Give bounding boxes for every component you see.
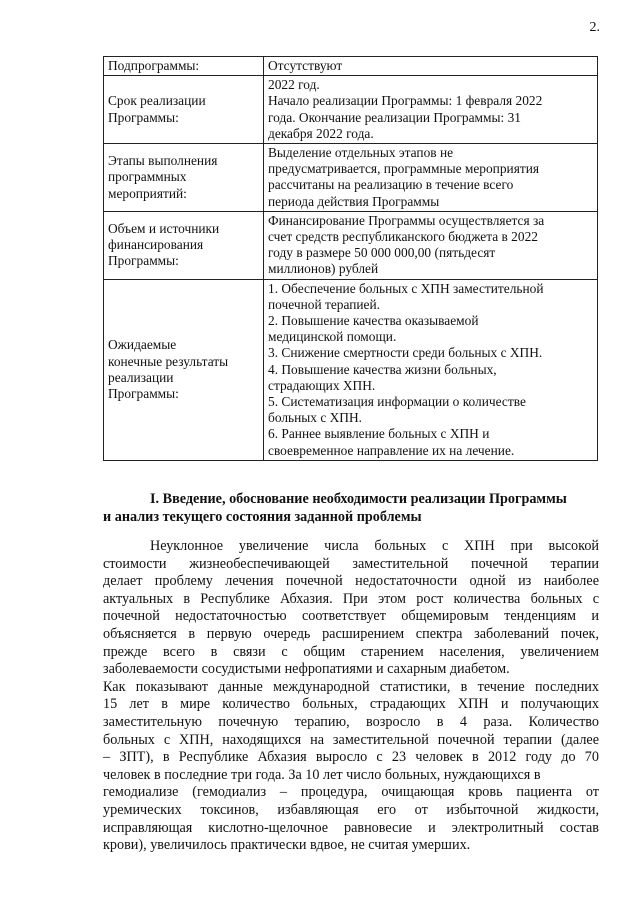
label-line: мероприятий: bbox=[108, 185, 187, 201]
value-line: 2022 год. bbox=[268, 77, 320, 93]
paragraph-line: заболеваемости сосудистыми нефропатиями и сахарным диабетом. bbox=[103, 661, 510, 678]
value-line: 3. Снижение смертности среди больных с ХПН. bbox=[268, 345, 543, 361]
paragraph-line: заместительную почечную терапию, возросло в 4 раза. Количество bbox=[103, 713, 599, 730]
table-row-expected-results bbox=[104, 279, 598, 460]
paragraph-line: прежде всего в связи с общим старением населения, увеличением bbox=[103, 643, 599, 660]
value-line: Начало реализации Программы: 1 февраля 2022 bbox=[268, 93, 543, 109]
value-line: Выделение отдельных этапов не bbox=[268, 145, 454, 161]
paragraph-line: актуальных в Республике Абхазия. При этом рост количества больных с bbox=[103, 590, 599, 607]
value-line: почечной терапией. bbox=[268, 296, 381, 312]
value-line: декабря 2022 года. bbox=[268, 125, 374, 141]
value-line: медицинской помощи. bbox=[268, 329, 397, 345]
table-row-stages bbox=[104, 144, 598, 212]
row-value bbox=[264, 279, 598, 460]
label-line: Срок реализации bbox=[108, 93, 206, 109]
row-label bbox=[104, 144, 264, 212]
paragraph-line: гемодиализе (гемодиализ – процедура, очищающая кровь пациента от bbox=[103, 784, 599, 801]
value-line: предусматривается, программные мероприятия bbox=[268, 161, 540, 177]
table-row-term bbox=[104, 76, 598, 144]
label-line: программных bbox=[108, 169, 187, 185]
label-line: Программы: bbox=[108, 109, 179, 125]
value-line: своевременное направление их на лечение. bbox=[268, 442, 515, 458]
heading-line: I. Введение, обоснование необходимости реализации Программы bbox=[150, 491, 567, 507]
label-line: Программы: bbox=[108, 253, 179, 269]
paragraph-line: 15 лет в мире количество больных, страдающих ХПН и получающих bbox=[103, 696, 599, 713]
label-line: Этапы выполнения bbox=[108, 153, 218, 169]
value-line: 6. Раннее выявление больных с ХПН и bbox=[268, 426, 490, 442]
program-passport-table bbox=[103, 56, 598, 461]
paragraph-line: исправляющая кислотно-щелочное равновесие и электролитный состав bbox=[103, 819, 599, 836]
value-line: году в размере 50 000 000,00 (пятьдесят bbox=[268, 245, 496, 261]
body-paragraphs bbox=[103, 538, 599, 855]
row-value bbox=[264, 76, 598, 144]
label-line: конечные результаты bbox=[108, 353, 229, 369]
value-line: 5. Систематизация информации о количестве bbox=[268, 394, 526, 410]
paragraph-line: больных с ХПН, находящихся на заместительной почечной терапии (далее bbox=[103, 731, 599, 748]
paragraph-line: почечной недостаточностью соответствует общемировым тенденциям и bbox=[103, 608, 599, 625]
table-row-funding bbox=[104, 211, 598, 279]
value-line: страдающих ХПН. bbox=[268, 377, 376, 393]
page-number: 2. bbox=[589, 20, 600, 35]
value-line: Финансирование Программы осуществляется за bbox=[268, 212, 545, 228]
row-value bbox=[264, 144, 598, 212]
paragraph-line: – ЗПТ), в Республике Абхазия выросло с 23 человек в 2012 году до 70 bbox=[103, 749, 599, 766]
label-line: Подпрограммы: bbox=[108, 58, 200, 73]
paragraph-line: крови), увеличилось практически вдвое, не считая умерших. bbox=[103, 837, 471, 854]
value-line: рассчитаны на реализацию в течение всего bbox=[268, 177, 514, 193]
value-line: 2. Повышение качества оказываемой bbox=[268, 313, 479, 329]
row-value bbox=[264, 211, 598, 279]
label-line: реализации bbox=[108, 369, 174, 385]
table-row-subprograms bbox=[104, 57, 598, 76]
value-line: 1. Обеспечение больных с ХПН заместительной bbox=[268, 280, 544, 296]
label-line: Программы: bbox=[108, 385, 179, 401]
value-line: 4. Повышение качества жизни больных, bbox=[268, 361, 497, 377]
value-line: миллионов) рублей bbox=[268, 261, 379, 277]
paragraph-line: объясняется в первую очередь расширением спектра заболеваний почек, bbox=[103, 625, 599, 642]
paragraph-line: стоимости жизнеобеспечивающей заместительной почечной терапии bbox=[103, 555, 599, 572]
value-line: года. Окончание реализации Программы: 31 bbox=[268, 109, 521, 125]
paragraph-line: делает проблему лечения почечной недостаточности одной из наиболее bbox=[103, 573, 599, 590]
value-line: Отсутствуют bbox=[268, 58, 343, 73]
row-label bbox=[104, 57, 264, 76]
row-label bbox=[104, 279, 264, 460]
label-line: Объем и источники bbox=[108, 220, 220, 236]
section-heading bbox=[103, 490, 599, 526]
paragraph-line: Как показывают данные международной статистики, в течение последних bbox=[103, 678, 599, 695]
heading-line: и анализ текущего состояния заданной проблемы bbox=[103, 509, 422, 525]
value-line: периода действия Программы bbox=[268, 193, 440, 209]
value-line: счет средств республиканского бюджета в 2022 bbox=[268, 229, 538, 245]
label-line: Ожидаемые bbox=[108, 337, 177, 353]
row-label bbox=[104, 76, 264, 144]
paragraph-line: уремических токсинов, избавляющая его от избыточной жидкости, bbox=[103, 801, 599, 818]
row-value bbox=[264, 57, 598, 76]
row-label bbox=[104, 211, 264, 279]
label-line: финансирования bbox=[108, 237, 204, 253]
paragraph-line: Неуклонное увеличение числа больных с ХПН при высокой bbox=[150, 538, 599, 554]
paragraph-line: человек в последние три года. За 10 лет число больных, нуждающихся в bbox=[103, 766, 541, 783]
value-line: больных с ХПН. bbox=[268, 410, 362, 426]
